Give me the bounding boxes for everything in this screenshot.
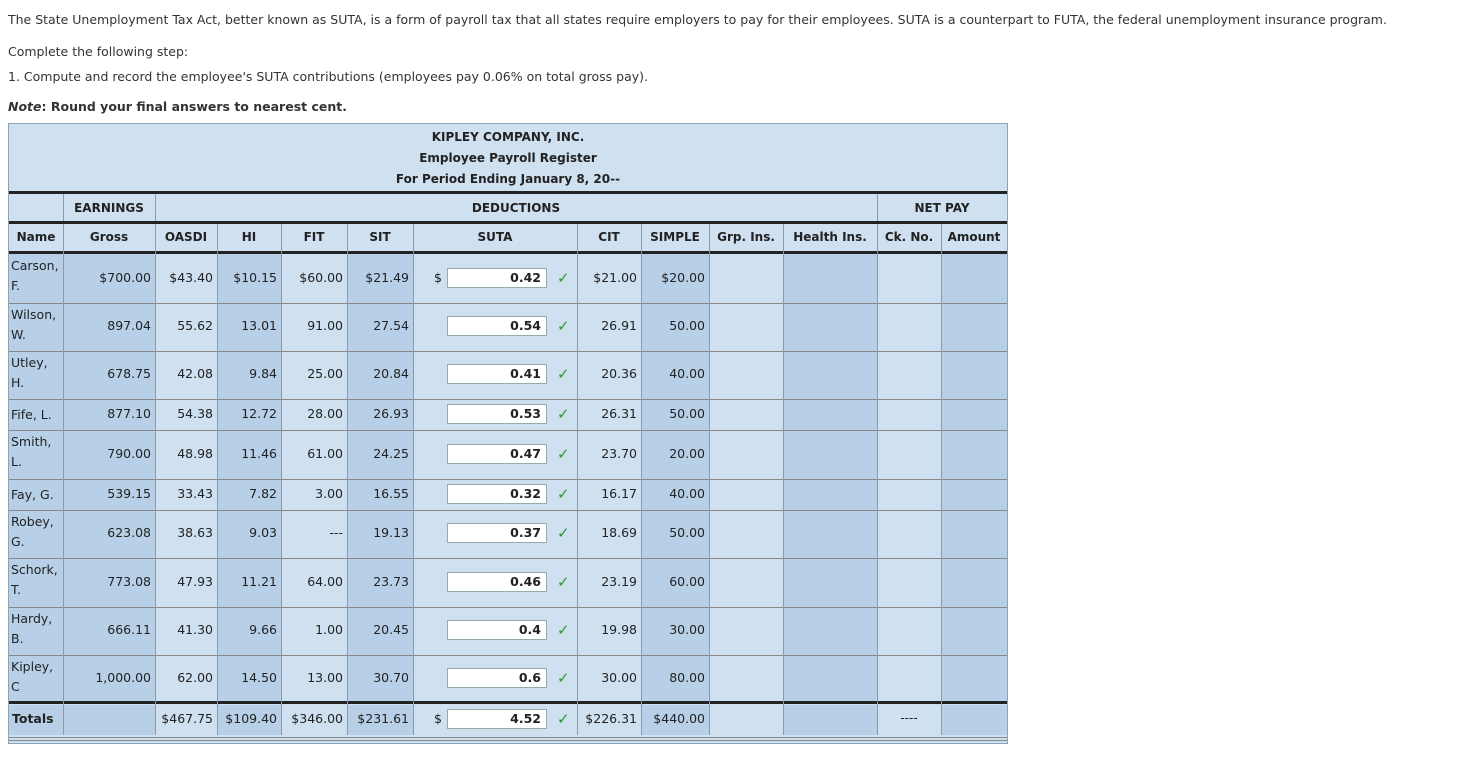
cell-gross: 1,000.00 xyxy=(95,670,151,685)
band-cell xyxy=(783,705,877,735)
cell-sit: 23.73 xyxy=(373,573,409,589)
band-cell xyxy=(783,558,877,607)
register-period: For Period Ending January 8, 20-- xyxy=(395,172,621,186)
check-icon: ✓ xyxy=(557,365,570,383)
row-divider xyxy=(9,510,1007,511)
column-header-ckno: Ck. No. xyxy=(884,230,934,244)
cell-oasdi: 38.63 xyxy=(177,525,213,540)
note-label: Note xyxy=(8,99,42,114)
row-divider xyxy=(9,399,1007,400)
group-earnings: EARNINGS xyxy=(74,201,144,215)
cell-fit: 13.00 xyxy=(307,670,343,685)
cell-oasdi: 54.38 xyxy=(177,405,213,421)
band-cell xyxy=(941,430,1007,479)
cell-simple: 20.00 xyxy=(669,445,705,461)
cell-hi: 14.50 xyxy=(241,670,277,685)
company-name: KIPLEY COMPANY, INC. xyxy=(431,130,585,144)
cell-hi: $10.15 xyxy=(233,269,277,285)
cell-sit: 16.55 xyxy=(373,485,409,501)
suta-input[interactable]: 0.4 xyxy=(447,620,547,640)
total-sit: $231.61 xyxy=(357,711,409,726)
divider xyxy=(9,737,1007,738)
column-header-hi: HI xyxy=(241,230,257,244)
band-cell xyxy=(941,399,1007,430)
check-icon: ✓ xyxy=(557,669,570,687)
cell-oasdi: 33.43 xyxy=(177,485,213,501)
band-cell xyxy=(783,479,877,510)
employee-name: Fife, L. xyxy=(11,406,52,422)
cell-sit: 20.45 xyxy=(373,622,409,637)
check-icon: ✓ xyxy=(557,268,570,287)
row-divider xyxy=(9,430,1007,431)
cell-simple: 50.00 xyxy=(669,525,705,540)
row-divider xyxy=(9,607,1007,608)
currency-symbol: $ xyxy=(434,711,442,726)
cell-oasdi: $43.40 xyxy=(169,269,213,285)
band-cell xyxy=(941,558,1007,607)
band-cell xyxy=(941,510,1007,558)
suta-input[interactable]: 0.41 xyxy=(447,364,547,384)
column-header-suta: SUTA xyxy=(477,230,513,244)
note-text: : Round your final answers to nearest cent. xyxy=(41,99,347,114)
column-header-gross: Gross xyxy=(89,230,129,244)
employee-name: G. xyxy=(11,534,25,549)
cell-fit: 3.00 xyxy=(315,485,343,501)
column-header-cit: CIT xyxy=(598,230,620,244)
column-header-health: Health Ins. xyxy=(793,230,867,244)
cell-simple: 30.00 xyxy=(669,622,705,637)
check-icon: ✓ xyxy=(557,484,570,503)
intro-paragraph: The State Unemployment Tax Act, better known as SUTA, is a form of payroll tax that all states require employers to pay for their employees. SUTA is a counterpart to FUTA, the federal unemployment insurance program. xyxy=(8,12,1387,27)
cell-fit: 64.00 xyxy=(307,573,343,589)
cell-hi: 7.82 xyxy=(249,485,277,501)
row-divider xyxy=(9,303,1007,304)
total-fit: $346.00 xyxy=(291,711,343,726)
cell-cit: 19.98 xyxy=(601,622,637,637)
employee-name: Schork, xyxy=(11,562,58,577)
total-simple: $440.00 xyxy=(653,711,705,726)
column-divider xyxy=(217,224,218,735)
cell-sit: 20.84 xyxy=(373,366,409,381)
divider xyxy=(9,701,1007,704)
band-cell xyxy=(783,510,877,558)
column-divider xyxy=(577,224,578,735)
cell-sit: 19.13 xyxy=(373,525,409,540)
suta-input[interactable]: 0.32 xyxy=(447,484,547,504)
cell-hi: 13.01 xyxy=(241,318,277,333)
cell-cit: 23.19 xyxy=(601,573,637,589)
band-cell xyxy=(783,655,877,703)
row-divider xyxy=(9,655,1007,656)
register-title: Employee Payroll Register xyxy=(419,151,597,165)
cell-cit: 23.70 xyxy=(601,445,637,461)
employee-name: Utley, xyxy=(11,355,48,370)
rounding-note xyxy=(8,99,347,114)
band-cell xyxy=(941,303,1007,351)
column-divider xyxy=(641,224,642,735)
employee-name: Kipley, xyxy=(11,659,54,674)
cell-fit: --- xyxy=(329,525,343,540)
cell-gross: 623.08 xyxy=(107,525,151,540)
employee-name: Smith, xyxy=(11,434,52,449)
employee-name: L. xyxy=(11,454,22,469)
cell-sit: $21.49 xyxy=(365,269,409,285)
cell-oasdi: 55.62 xyxy=(177,318,213,333)
cell-gross: 773.08 xyxy=(107,573,151,589)
cell-hi: 9.03 xyxy=(249,525,277,540)
cell-gross: 897.04 xyxy=(107,318,151,333)
check-icon: ✓ xyxy=(557,710,570,728)
column-divider xyxy=(347,224,348,735)
cell-sit: 26.93 xyxy=(373,405,409,421)
band-cell xyxy=(783,607,877,655)
divider xyxy=(9,221,1007,224)
cell-hi: 9.66 xyxy=(249,622,277,637)
employee-name: W. xyxy=(11,327,26,342)
band-cell xyxy=(783,430,877,479)
payroll-register xyxy=(8,123,1008,744)
employee-name: F. xyxy=(11,278,21,293)
band-cell xyxy=(783,351,877,399)
column-header-amount: Amount xyxy=(947,230,1001,244)
check-icon: ✓ xyxy=(557,317,570,335)
cell-sit: 27.54 xyxy=(373,318,409,333)
cell-gross: 790.00 xyxy=(107,445,151,461)
total-ckno: ---- xyxy=(900,711,918,725)
cell-cit: 30.00 xyxy=(601,670,637,685)
suta-total-input[interactable]: 4.52 xyxy=(447,709,547,729)
cell-fit: $60.00 xyxy=(299,269,343,285)
cell-sit: 24.25 xyxy=(373,445,409,461)
cell-fit: 1.00 xyxy=(315,622,343,637)
cell-cit: 16.17 xyxy=(601,485,637,501)
cell-gross: 877.10 xyxy=(107,405,151,421)
band-cell xyxy=(941,655,1007,703)
suta-input[interactable]: 0.6 xyxy=(447,668,547,688)
band-cell xyxy=(941,607,1007,655)
cell-gross: $700.00 xyxy=(99,269,151,285)
check-icon: ✓ xyxy=(557,404,570,423)
band-cell xyxy=(941,351,1007,399)
band-cell xyxy=(941,479,1007,510)
column-header-name: Name xyxy=(16,230,56,244)
cell-fit: 61.00 xyxy=(307,445,343,461)
suta-input[interactable]: 0.42 xyxy=(447,268,547,288)
cell-cit: $21.00 xyxy=(593,269,637,285)
check-icon: ✓ xyxy=(557,572,570,591)
column-divider xyxy=(155,224,156,735)
instruction-step-1: 1. Compute and record the employee's SUTA contributions (employees pay 0.06% on total gross pay). xyxy=(8,69,648,84)
cell-fit: 25.00 xyxy=(307,366,343,381)
band-cell xyxy=(941,705,1007,735)
suta-input[interactable]: 0.37 xyxy=(447,523,547,543)
column-divider xyxy=(709,224,710,735)
column-divider xyxy=(63,224,64,735)
currency-symbol: $ xyxy=(434,269,442,285)
column-divider xyxy=(281,224,282,735)
employee-name: Wilson, xyxy=(11,307,57,322)
band-cell xyxy=(783,399,877,430)
cell-oasdi: 42.08 xyxy=(177,366,213,381)
suta-input[interactable]: 0.53 xyxy=(447,404,547,424)
column-divider xyxy=(941,224,942,735)
cell-oasdi: 62.00 xyxy=(177,670,213,685)
cell-gross: 539.15 xyxy=(107,485,151,501)
total-oasdi: $467.75 xyxy=(161,711,213,726)
divider xyxy=(9,191,1007,194)
employee-name: H. xyxy=(11,375,25,390)
employee-name: Robey, xyxy=(11,514,54,529)
column-header-oasdi: OASDI xyxy=(164,230,208,244)
cell-sit: 30.70 xyxy=(373,670,409,685)
divider xyxy=(9,740,1007,741)
employee-name: T. xyxy=(11,582,22,597)
cell-simple: $20.00 xyxy=(661,269,705,285)
cell-hi: 9.84 xyxy=(249,366,277,381)
column-divider xyxy=(413,224,414,735)
band-cell xyxy=(783,254,877,303)
cell-simple: 40.00 xyxy=(669,366,705,381)
cell-hi: 11.21 xyxy=(241,573,277,589)
divider xyxy=(9,251,1007,254)
employee-name: B. xyxy=(11,631,24,646)
row-divider xyxy=(9,351,1007,352)
cell-cit: 26.31 xyxy=(601,405,637,421)
column-header-simple: SIMPLE xyxy=(650,230,700,244)
employee-name: Hardy, xyxy=(11,611,53,626)
check-icon: ✓ xyxy=(557,524,570,542)
cell-simple: 80.00 xyxy=(669,670,705,685)
instruction-heading: Complete the following step: xyxy=(8,44,189,59)
cell-cit: 20.36 xyxy=(601,366,637,381)
cell-simple: 50.00 xyxy=(669,405,705,421)
column-header-sit: SIT xyxy=(369,230,391,244)
cell-oasdi: 47.93 xyxy=(177,573,213,589)
cell-simple: 40.00 xyxy=(669,485,705,501)
cell-simple: 60.00 xyxy=(669,573,705,589)
cell-cit: 18.69 xyxy=(601,525,637,540)
band-cell xyxy=(941,254,1007,303)
band-cell xyxy=(63,705,155,735)
cell-hi: 12.72 xyxy=(241,405,277,421)
cell-hi: 11.46 xyxy=(241,445,277,461)
row-divider xyxy=(9,558,1007,559)
group-deductions: DEDUCTIONS xyxy=(471,201,561,215)
column-header-grp: Grp. Ins. xyxy=(717,230,775,244)
column-divider xyxy=(877,224,878,735)
check-icon: ✓ xyxy=(557,621,570,639)
employee-name: Fay, G. xyxy=(11,486,54,502)
column-divider xyxy=(783,224,784,735)
cell-gross: 678.75 xyxy=(107,366,151,381)
group-net-pay: NET PAY xyxy=(914,201,970,215)
cell-fit: 91.00 xyxy=(307,318,343,333)
cell-oasdi: 48.98 xyxy=(177,445,213,461)
total-cit: $226.31 xyxy=(585,711,637,726)
suta-input[interactable]: 0.54 xyxy=(447,316,547,336)
cell-cit: 26.91 xyxy=(601,318,637,333)
cell-oasdi: 41.30 xyxy=(177,622,213,637)
cell-gross: 666.11 xyxy=(107,622,151,637)
total-hi: $109.40 xyxy=(225,711,277,726)
totals-label: Totals xyxy=(12,711,54,726)
column-header-fit: FIT xyxy=(303,230,325,244)
cell-simple: 50.00 xyxy=(669,318,705,333)
employee-name: C xyxy=(11,679,20,694)
suta-input[interactable]: 0.47 xyxy=(447,444,547,464)
row-divider xyxy=(9,479,1007,480)
cell-fit: 28.00 xyxy=(307,405,343,421)
band-cell xyxy=(783,303,877,351)
employee-name: Carson, xyxy=(11,258,59,273)
suta-input[interactable]: 0.46 xyxy=(447,572,547,592)
check-icon: ✓ xyxy=(557,444,570,463)
